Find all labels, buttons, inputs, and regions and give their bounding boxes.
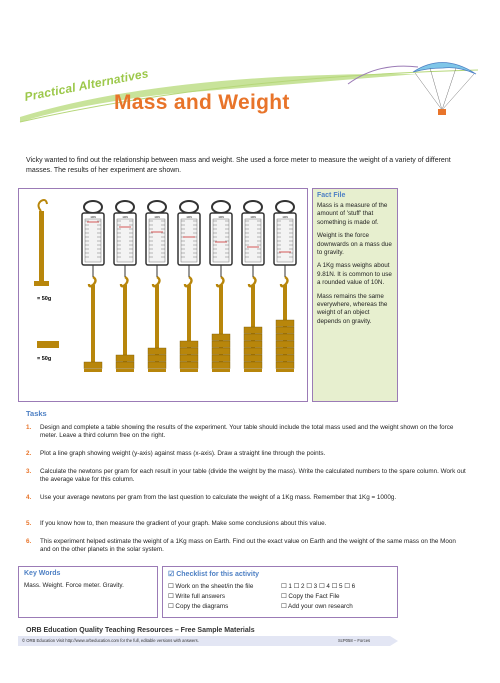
fact-file-title: Fact File xyxy=(317,192,346,199)
task-text: Plot a line graph showing weight (y-axis) against mass (x-axis). Draw a straight line through the points. xyxy=(40,450,326,457)
force-meter xyxy=(114,201,136,372)
key-words-box xyxy=(18,566,158,618)
fact-file-paragraph: Mass is a measure of the amount of 'stuff' that something is made of. xyxy=(317,202,388,226)
force-meter xyxy=(242,201,264,372)
force-meter xyxy=(146,201,168,372)
task-item xyxy=(26,424,466,441)
mass-hanger-reference xyxy=(34,200,59,348)
checklist-title: ☑ Checklist for this activity xyxy=(168,571,260,578)
footer-title: ORB Education Quality Teaching Resources – Free Sample Materials xyxy=(26,627,255,634)
svg-text:10N: 10N xyxy=(250,215,256,219)
footer-code: ScP058 – Forces xyxy=(338,638,371,643)
checklist-box xyxy=(162,566,398,618)
svg-text:10N: 10N xyxy=(122,215,128,219)
svg-text:10N: 10N xyxy=(282,215,288,219)
task-number: 4. xyxy=(26,494,32,501)
checklist-item[interactable]: ☐ Write full answers xyxy=(168,593,225,600)
checklist-item[interactable]: ☐ Copy the diagrams xyxy=(168,603,229,610)
page-title: Mass and Weight xyxy=(114,91,290,114)
fact-file-paragraph: Weight is the force downwards on a mass due to gravity. xyxy=(317,232,392,257)
checklist-item[interactable]: ☐ Work on the sheet/in the file xyxy=(168,583,254,590)
task-number: 1. xyxy=(26,424,32,431)
task-number: 5. xyxy=(26,520,32,527)
task-text: Use your average newtons per gram from the last question to calculate the weight of a 1Kg mass. Remember that 1Kg = 1000g. xyxy=(40,494,397,501)
task-item xyxy=(26,450,466,458)
fact-file xyxy=(312,188,398,402)
svg-text:10N: 10N xyxy=(90,215,96,219)
key-words-text: Mass. Weight. Force meter. Gravity. xyxy=(24,582,124,589)
force-meter xyxy=(210,201,232,372)
mass-label-disc: = 50g xyxy=(37,356,52,362)
intro-paragraph: Vicky wanted to find out the relationship between mass and weight. She used a force meter to measure the weight of a variety of different masses. The results of her experiment are shown. xyxy=(26,157,451,174)
fact-file-paragraph: Mass remains the same everywhere, whereas the weight of an object depends on gravity. xyxy=(317,292,388,325)
tasks-title: Tasks xyxy=(26,409,47,418)
task-text: Calculate the newtons per gram for each result in your table (divide the weight by the mass). Write the calculated numbers to the spare column. Work out the average value for this column. xyxy=(40,468,466,484)
task-item xyxy=(26,468,466,485)
parachute-icon xyxy=(413,62,476,115)
task-item xyxy=(26,494,466,502)
task-text: Design and complete a table showing the results of the experiment. Your table should include the total mass used and the weight shown on the force meter. Leave a third column free on the right. xyxy=(40,424,454,440)
force-meter-illustration xyxy=(19,189,306,400)
svg-text:10N: 10N xyxy=(154,215,160,219)
task-number: 6. xyxy=(26,538,32,545)
force-meter xyxy=(82,201,104,372)
checklist-item[interactable]: ☐ 1 ☐ 2 ☐ 3 ☐ 4 ☐ 5 ☐ 6 xyxy=(281,583,356,590)
force-meter xyxy=(178,201,200,372)
force-meter xyxy=(274,201,296,372)
checklist-item[interactable]: ☐ Add your own research xyxy=(281,603,353,610)
fact-file-paragraph: A 1Kg mass weighs about 9.81N. It is common to use a rounded value of 10N. xyxy=(317,262,392,287)
task-number: 3. xyxy=(26,468,32,475)
svg-text:10N: 10N xyxy=(186,215,192,219)
task-text: This experiment helped estimate the weight of a 1Kg mass on Earth. Find out the exact value on Earth and the weight of the same mass on the Moon and on the other planets in the solar system. xyxy=(40,538,456,554)
checklist-item[interactable]: ☐ Copy the Fact File xyxy=(281,593,340,600)
svg-text:10N: 10N xyxy=(218,215,224,219)
mass-label-hanger: = 50g xyxy=(37,296,52,302)
experiment-diagram xyxy=(18,188,308,402)
banner-text: Practical Alternatives xyxy=(23,66,150,104)
key-words-title: Key Words xyxy=(24,570,61,577)
task-item xyxy=(26,538,466,555)
footer-copyright: © ORB Education Visit http://www.orbeducation.com for the full, editable versions with answers. xyxy=(22,638,199,643)
task-item xyxy=(26,520,466,528)
task-number: 2. xyxy=(26,450,32,457)
worksheet-page xyxy=(18,22,483,643)
task-text: If you know how to, then measure the gradient of your graph. Make some conclusions about this value. xyxy=(40,520,327,527)
